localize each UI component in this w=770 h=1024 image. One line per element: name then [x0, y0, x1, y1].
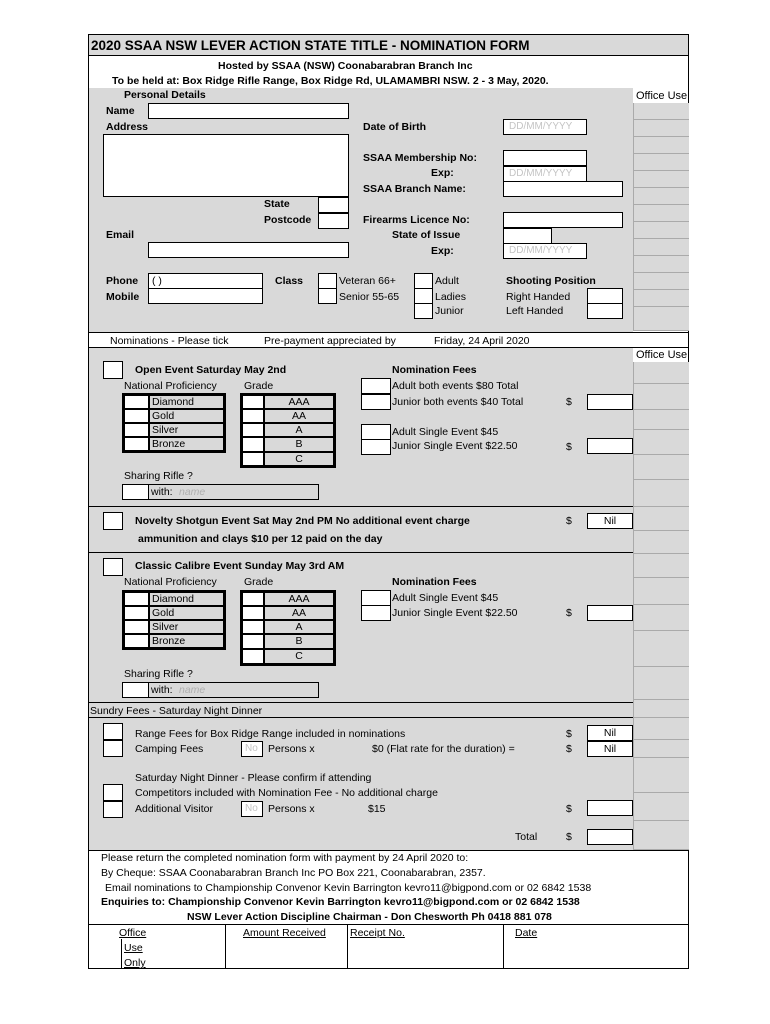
- divider: [89, 332, 688, 333]
- name-label: Name: [106, 105, 135, 117]
- grade-aa-checkbox[interactable]: [242, 606, 264, 620]
- grade-aaa-label: AAA: [264, 395, 334, 409]
- grade-aa-label: AA: [264, 409, 334, 423]
- bronze-label: Bronze: [149, 634, 224, 648]
- office-cell: [633, 554, 689, 578]
- divider: [225, 924, 226, 969]
- proficiency-label: National Proficiency: [124, 576, 217, 588]
- ladies-checkbox[interactable]: [414, 288, 433, 304]
- membership-label: SSAA Membership No:: [363, 152, 477, 164]
- open-single-amount[interactable]: [587, 438, 633, 454]
- grade-b-checkbox[interactable]: [242, 634, 264, 649]
- address-input[interactable]: [103, 134, 349, 197]
- sundry-heading: Sundry Fees - Saturday Night Dinner: [90, 705, 263, 717]
- silver-checkbox[interactable]: [124, 423, 149, 437]
- office-use-label: Office Use: [636, 90, 688, 102]
- footer-line5: NSW Lever Action Discipline Chairman - Don Chesworth Ph 0418 881 078: [187, 911, 552, 923]
- branch-input[interactable]: [503, 181, 623, 197]
- adult-label: Adult: [435, 275, 459, 287]
- dob-input[interactable]: DD/MM/YYYY: [503, 119, 587, 135]
- adult-checkbox[interactable]: [414, 273, 433, 289]
- visitor-amount[interactable]: [587, 800, 633, 816]
- grade-a-checkbox[interactable]: [242, 423, 264, 437]
- camping-checkbox[interactable]: [103, 740, 123, 757]
- grade-c-label: C: [264, 649, 334, 664]
- hosted-by: Hosted by SSAA (NSW) Coonabarabran Branch Inc: [218, 60, 473, 72]
- office-cell: [633, 507, 689, 531]
- grade-label: Grade: [244, 380, 274, 392]
- office-cell: [633, 578, 689, 605]
- office-cell: [633, 758, 689, 793]
- email-input[interactable]: [148, 242, 349, 258]
- office-divider: [121, 939, 122, 968]
- gold-checkbox[interactable]: [124, 409, 149, 423]
- office-cell: [633, 273, 689, 290]
- state-input[interactable]: [318, 197, 349, 213]
- sharing-rifle-label: Sharing Rifle ?: [124, 668, 193, 680]
- gold-label: Gold: [149, 409, 224, 423]
- footer-line4: Enquiries to: Championship Convenor Kevin Barrington kevro11@bigpond.com or 02 6842 1538: [101, 896, 580, 908]
- with-name-placeholder: name: [179, 486, 206, 498]
- office-cell: [633, 740, 689, 758]
- office-cell: [633, 718, 689, 740]
- postcode-label: Postcode: [264, 214, 312, 226]
- prepay-date: Friday, 24 April 2020: [434, 335, 530, 347]
- office-cell: [633, 531, 689, 554]
- fees-heading: Nomination Fees: [392, 576, 477, 588]
- visitor-persons-label: Persons x: [268, 803, 315, 815]
- currency-symbol: $: [566, 396, 572, 408]
- ladies-label: Ladies: [435, 291, 466, 303]
- senior-checkbox[interactable]: [318, 288, 337, 304]
- office-cell: [633, 410, 689, 430]
- open-event-title: Open Event Saturday May 2nd: [135, 364, 287, 376]
- bronze-checkbox[interactable]: [124, 634, 149, 648]
- camping-persons-label: Persons x: [268, 743, 315, 755]
- dinner-line2: Competitors included with Nomination Fee - No additional charge: [135, 787, 438, 799]
- total-amount[interactable]: [587, 829, 633, 845]
- currency-symbol: $: [566, 743, 572, 755]
- footer-line2: By Cheque: SSAA Coonabarabran Branch Inc PO Box 221, Coonabarabran, 2357.: [101, 867, 486, 879]
- licence-exp-input[interactable]: DD/MM/YYYY: [503, 243, 587, 259]
- licence-label: Firearms Licence No:: [363, 214, 470, 226]
- currency-symbol: $: [566, 515, 572, 527]
- office-cell: [633, 793, 689, 821]
- divider: [89, 552, 633, 553]
- with-name-placeholder: name: [179, 684, 206, 696]
- office-cell: [633, 700, 689, 718]
- office-cell: [633, 667, 689, 700]
- office-cell: [633, 430, 689, 455]
- page-title: 2020 SSAA NSW LEVER ACTION STATE TITLE - NOMINATION FORM: [91, 38, 530, 53]
- mobile-label: Mobile: [106, 291, 140, 303]
- diamond-label: Diamond: [149, 592, 224, 606]
- phone-value: ( ): [152, 275, 162, 287]
- divider: [89, 924, 688, 925]
- gold-checkbox[interactable]: [124, 606, 149, 620]
- classic-amount[interactable]: [587, 605, 633, 621]
- adult-single-label: Adult Single Event $45: [392, 426, 499, 438]
- silver-label: Silver: [149, 423, 224, 437]
- left-handed-label: Left Handed: [506, 305, 564, 317]
- grade-b-label: B: [264, 634, 334, 649]
- amount-received-label: Amount Received: [243, 927, 326, 939]
- classic-adult-single-checkbox[interactable]: [361, 590, 391, 606]
- adult-single-checkbox[interactable]: [361, 424, 391, 440]
- office-cell: [633, 821, 689, 850]
- range-fees-value: Nil: [603, 727, 617, 739]
- grade-aa-label: AA: [264, 606, 334, 620]
- grade-aaa-label: AAA: [264, 592, 334, 606]
- divider: [89, 717, 633, 718]
- gold-label: Gold: [149, 606, 224, 620]
- use-label: Use: [124, 942, 143, 954]
- licence-exp-label: Exp:: [431, 245, 454, 257]
- novelty-amount-value: Nil: [603, 515, 617, 527]
- dinner-checkbox[interactable]: [103, 784, 123, 801]
- name-input[interactable]: [148, 103, 349, 119]
- range-fees-amount[interactable]: [587, 725, 633, 741]
- junior-checkbox[interactable]: [414, 303, 433, 319]
- grade-a-label: A: [264, 620, 334, 634]
- range-fees-label: Range Fees for Box Ridge Range included in nominations: [135, 728, 406, 740]
- divider: [89, 506, 633, 507]
- office-cell: [633, 631, 689, 667]
- classic-adult-single-label: Adult Single Event $45: [392, 592, 499, 604]
- bronze-label: Bronze: [149, 437, 224, 451]
- adult-both-checkbox[interactable]: [361, 378, 391, 394]
- held-at: To be held at: Box Ridge Rifle Range, Box Ridge Rd, ULAMAMBRI NSW. 2 - 3 May, 2020.: [112, 75, 549, 87]
- visitor-label: Additional Visitor: [135, 803, 214, 815]
- office-cell: [633, 290, 689, 307]
- visitor-checkbox[interactable]: [103, 801, 123, 818]
- divider: [347, 924, 348, 969]
- proficiency-label: National Proficiency: [124, 380, 217, 392]
- grade-b-checkbox[interactable]: [242, 437, 264, 452]
- camping-amount[interactable]: [587, 741, 633, 757]
- membership-exp-label: Exp:: [431, 167, 454, 179]
- junior-single-checkbox[interactable]: [361, 439, 391, 455]
- office-cell: [633, 384, 689, 410]
- state-issue-label: State of Issue: [392, 229, 461, 241]
- currency-symbol: $: [566, 831, 572, 843]
- receipt-no-label: Receipt No.: [350, 927, 405, 939]
- left-handed-checkbox[interactable]: [587, 303, 623, 319]
- office-cell: [633, 307, 689, 331]
- office-cell: [633, 154, 689, 171]
- range-fees-checkbox[interactable]: [103, 723, 123, 740]
- divider: [503, 924, 504, 969]
- currency-symbol: $: [566, 803, 572, 815]
- office-cell: [633, 137, 689, 154]
- bronze-checkbox[interactable]: [124, 437, 149, 451]
- grade-c-checkbox[interactable]: [242, 649, 264, 664]
- silver-checkbox[interactable]: [124, 620, 149, 634]
- licence-input[interactable]: [503, 212, 623, 228]
- mobile-input[interactable]: [148, 288, 263, 304]
- grade-c-label: C: [264, 452, 334, 466]
- divider: [89, 702, 633, 703]
- office-use-label-2: Office Use: [636, 349, 688, 361]
- divider: [89, 850, 688, 851]
- sharing-rifle-checkbox[interactable]: [122, 484, 149, 500]
- visitor-rate: $15: [368, 803, 386, 815]
- office-cell: [633, 171, 689, 188]
- office-label: Office: [119, 927, 147, 939]
- office-cell: [633, 256, 689, 273]
- grade-a-checkbox[interactable]: [242, 620, 264, 634]
- sharing-rifle-field[interactable]: [122, 682, 319, 698]
- prepay-label: Pre-payment appreciated by: [264, 335, 396, 347]
- currency-symbol: $: [566, 607, 572, 619]
- postcode-input[interactable]: [318, 213, 349, 229]
- office-cell: [633, 239, 689, 256]
- senior-label: Senior 55-65: [339, 291, 400, 303]
- office-cell: [633, 222, 689, 239]
- nominations-tick-label: Nominations - Please tick: [110, 335, 229, 347]
- grade-c-checkbox[interactable]: [242, 452, 264, 466]
- phone-label: Phone: [106, 275, 139, 287]
- phone-input[interactable]: [148, 273, 263, 289]
- membership-input[interactable]: [503, 150, 587, 166]
- veteran-checkbox[interactable]: [318, 273, 337, 289]
- dob-label: Date of Birth: [363, 121, 426, 133]
- sharing-rifle-label: Sharing Rifle ?: [124, 470, 193, 482]
- diamond-label: Diamond: [149, 395, 224, 409]
- footer-line3: Email nominations to Championship Convenor Kevin Barrington kevro11@bigpond.com or 02 6842 1538: [105, 882, 592, 894]
- classic-junior-single-checkbox[interactable]: [361, 605, 391, 621]
- junior-single-label: Junior Single Event $22.50: [392, 440, 518, 452]
- office-cell: [633, 188, 689, 205]
- novelty-amount[interactable]: [587, 513, 633, 529]
- footer-line1: Please return the completed nomination form with payment by 24 April 2020 to:: [101, 852, 469, 864]
- junior-both-label: Junior both events $40 Total: [392, 396, 524, 408]
- total-label: Total: [515, 831, 538, 843]
- novelty-line1: Novelty Shotgun Event Sat May 2nd PM No additional event charge: [135, 515, 470, 527]
- only-label: Only: [124, 957, 146, 969]
- adult-both-label: Adult both events $80 Total: [392, 380, 519, 392]
- sharing-rifle-checkbox[interactable]: [122, 682, 149, 698]
- classic-event-title: Classic Calibre Event Sunday May 3rd AM: [135, 560, 345, 572]
- right-handed-checkbox[interactable]: [587, 288, 623, 304]
- with-label: with:: [151, 684, 173, 696]
- with-label: with:: [151, 486, 173, 498]
- branch-label: SSAA Branch Name:: [363, 183, 466, 195]
- currency-symbol: $: [566, 728, 572, 740]
- silver-label: Silver: [149, 620, 224, 634]
- address-label: Address: [106, 121, 149, 133]
- sharing-rifle-field[interactable]: [122, 484, 319, 500]
- junior-label: Junior: [435, 305, 464, 317]
- fees-heading: Nomination Fees: [392, 364, 477, 376]
- open-event-checkbox[interactable]: [103, 361, 123, 379]
- office-cell: [633, 605, 689, 631]
- office-cell: [633, 480, 689, 507]
- novelty-checkbox[interactable]: [103, 512, 123, 530]
- membership-exp-input[interactable]: DD/MM/YYYY: [503, 166, 587, 182]
- class-label: Class: [275, 275, 304, 287]
- camping-persons-input[interactable]: No: [241, 741, 263, 757]
- veteran-label: Veteran 66+: [339, 275, 396, 287]
- open-both-amount[interactable]: [587, 394, 633, 410]
- classic-junior-single-label: Junior Single Event $22.50: [392, 607, 518, 619]
- personal-heading: Personal Details: [124, 89, 206, 101]
- date-label: Date: [515, 927, 538, 939]
- camping-amount-value: Nil: [603, 743, 617, 755]
- office-cell: [633, 455, 689, 480]
- currency-symbol: $: [566, 441, 572, 453]
- grade-b-label: B: [264, 437, 334, 452]
- grade-a-label: A: [264, 423, 334, 437]
- diamond-checkbox[interactable]: [124, 395, 149, 409]
- grade-aa-checkbox[interactable]: [242, 409, 264, 423]
- camping-label: Camping Fees: [135, 743, 204, 755]
- state-label: State: [264, 198, 290, 210]
- state-issue-input[interactable]: [503, 228, 552, 244]
- grade-label: Grade: [244, 576, 274, 588]
- office-cell: [633, 120, 689, 137]
- novelty-line2: ammunition and clays $10 per 12 paid on the day: [138, 533, 383, 545]
- email-label: Email: [106, 229, 135, 241]
- shooting-position-label: Shooting Position: [506, 275, 596, 287]
- visitor-persons-input[interactable]: No: [241, 801, 263, 817]
- office-cell: [633, 205, 689, 222]
- grade-aaa-checkbox[interactable]: [242, 592, 264, 606]
- office-cell: [633, 103, 689, 120]
- camping-rate: $0 (Flat rate for the duration) =: [372, 743, 515, 755]
- classic-event-checkbox[interactable]: [103, 558, 123, 576]
- grade-aaa-checkbox[interactable]: [242, 395, 264, 409]
- junior-both-checkbox[interactable]: [361, 394, 391, 410]
- right-handed-label: Right Handed: [506, 291, 571, 303]
- diamond-checkbox[interactable]: [124, 592, 149, 606]
- dinner-line1: Saturday Night Dinner - Please confirm if attending: [135, 772, 372, 784]
- office-cell: [633, 362, 689, 384]
